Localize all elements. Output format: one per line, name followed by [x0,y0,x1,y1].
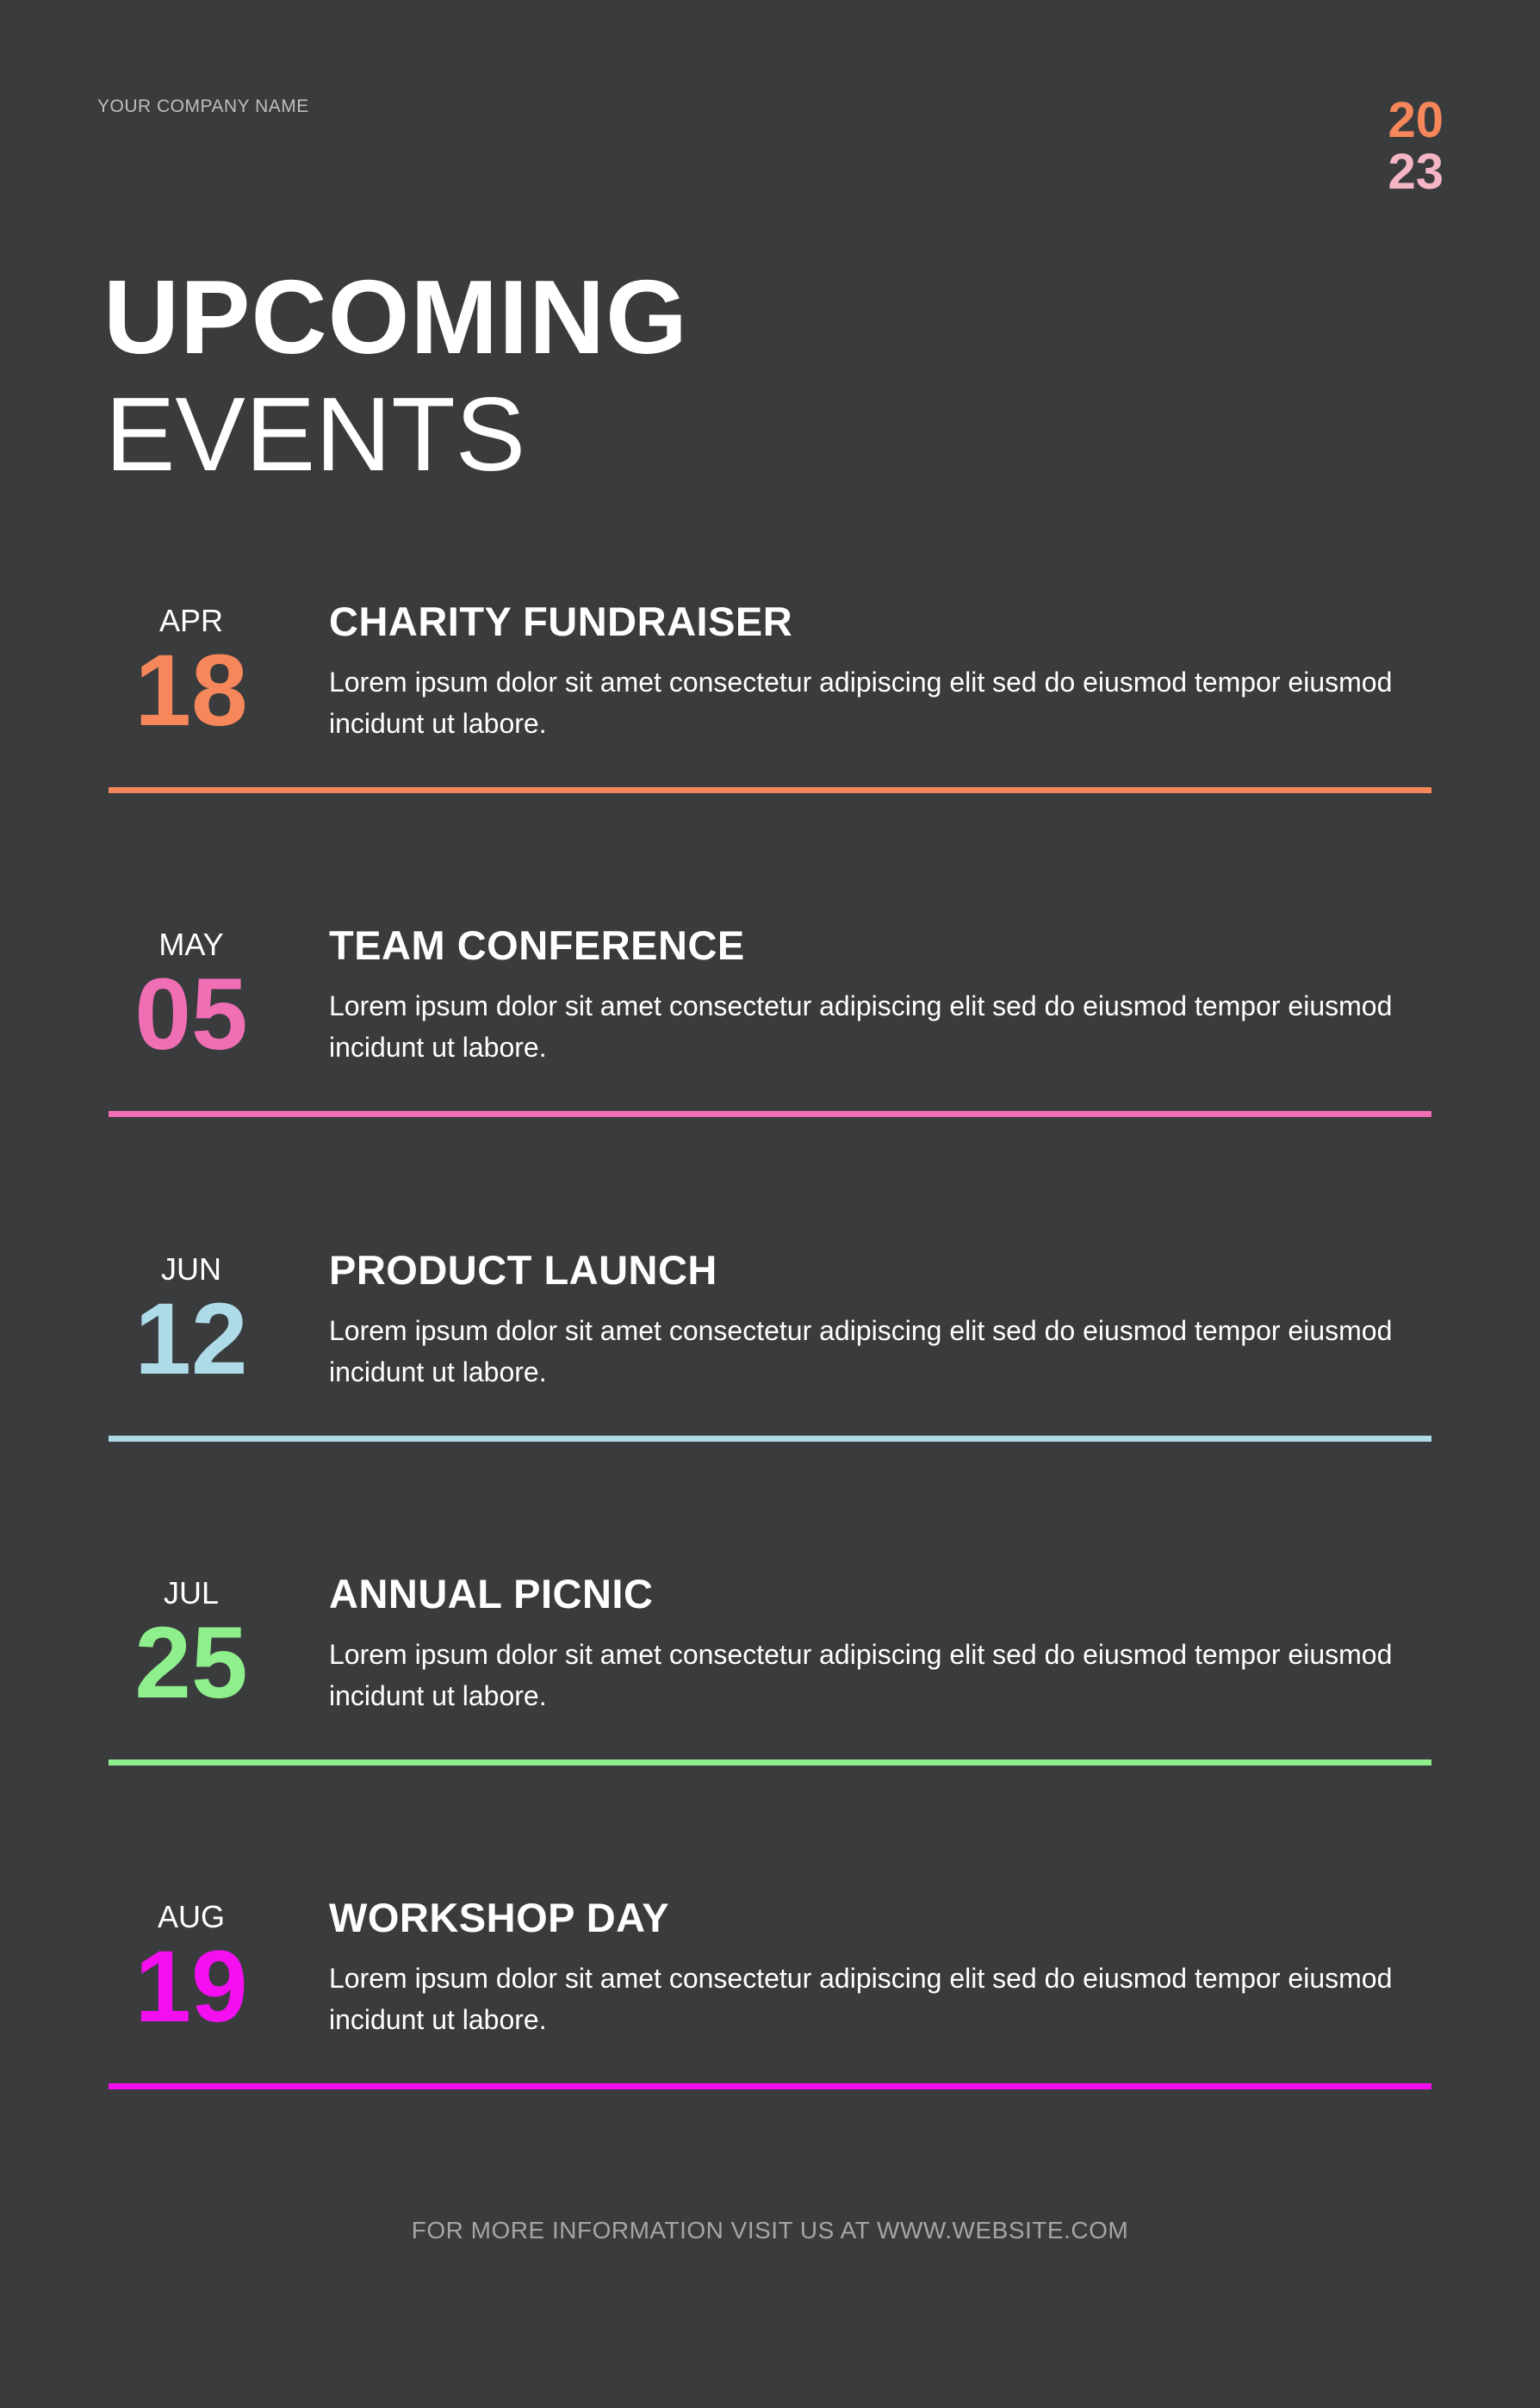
event-description: Lorem ipsum dolor sit amet consectetur adipiscing elit sed do eiusmod tempor eiusmod incidunt ut labore. [329,667,1393,739]
event-divider [109,2083,1431,2089]
page-title-line1: UPCOMING [103,258,688,375]
event-divider [109,1436,1431,1442]
event-title: ANNUAL PICNIC [329,1571,654,1617]
event-description: Lorem ipsum dolor sit amet consectetur adipiscing elit sed do eiusmod tempor eiusmod incidunt ut labore. [329,990,1393,1063]
year-top: 20 [1388,92,1444,148]
event-day: 25 [134,1606,248,1720]
event-item [0,1247,1540,1475]
event-month: JUL [163,1575,220,1611]
year-block [1340,92,1444,200]
event-description: Lorem ipsum dolor sit amet consectetur adipiscing elit sed do eiusmod tempor eiusmod incidunt ut labore. [329,1315,1393,1387]
company-name: YOUR COMPANY NAME [97,96,309,116]
event-month: JUN [161,1251,221,1287]
event-description: Lorem ipsum dolor sit amet consectetur adipiscing elit sed do eiusmod tempor eiusmod incidunt ut labore. [329,1639,1393,1711]
event-month: AUG [157,1899,225,1934]
event-day: 12 [134,1282,248,1396]
event-title: PRODUCT LAUNCH [329,1247,717,1293]
event-day: 05 [134,958,248,1071]
event-divider [109,1111,1431,1117]
year-bottom: 23 [1388,144,1444,200]
event-divider [109,787,1431,793]
event-month: APR [158,603,224,638]
event-month: MAY [158,927,224,962]
event-divider [109,1759,1431,1766]
page-title-line2: EVENTS [105,375,526,493]
event-item [0,1571,1540,1799]
event-title: TEAM CONFERENCE [329,922,745,968]
event-description: Lorem ipsum dolor sit amet consectetur adipiscing elit sed do eiusmod tempor eiusmod incidunt ut labore. [329,1963,1393,2035]
event-title: CHARITY FUNDRAISER [329,599,793,644]
event-day: 18 [134,634,248,748]
event-item [0,922,1540,1151]
event-day: 19 [134,1930,248,2044]
event-item [0,1895,1540,2123]
event-item [0,599,1540,827]
event-title: WORKSHOP DAY [329,1895,670,1940]
footer-info: FOR MORE INFORMATION VISIT US AT WWW.WEBSITE.COM [411,2217,1129,2244]
